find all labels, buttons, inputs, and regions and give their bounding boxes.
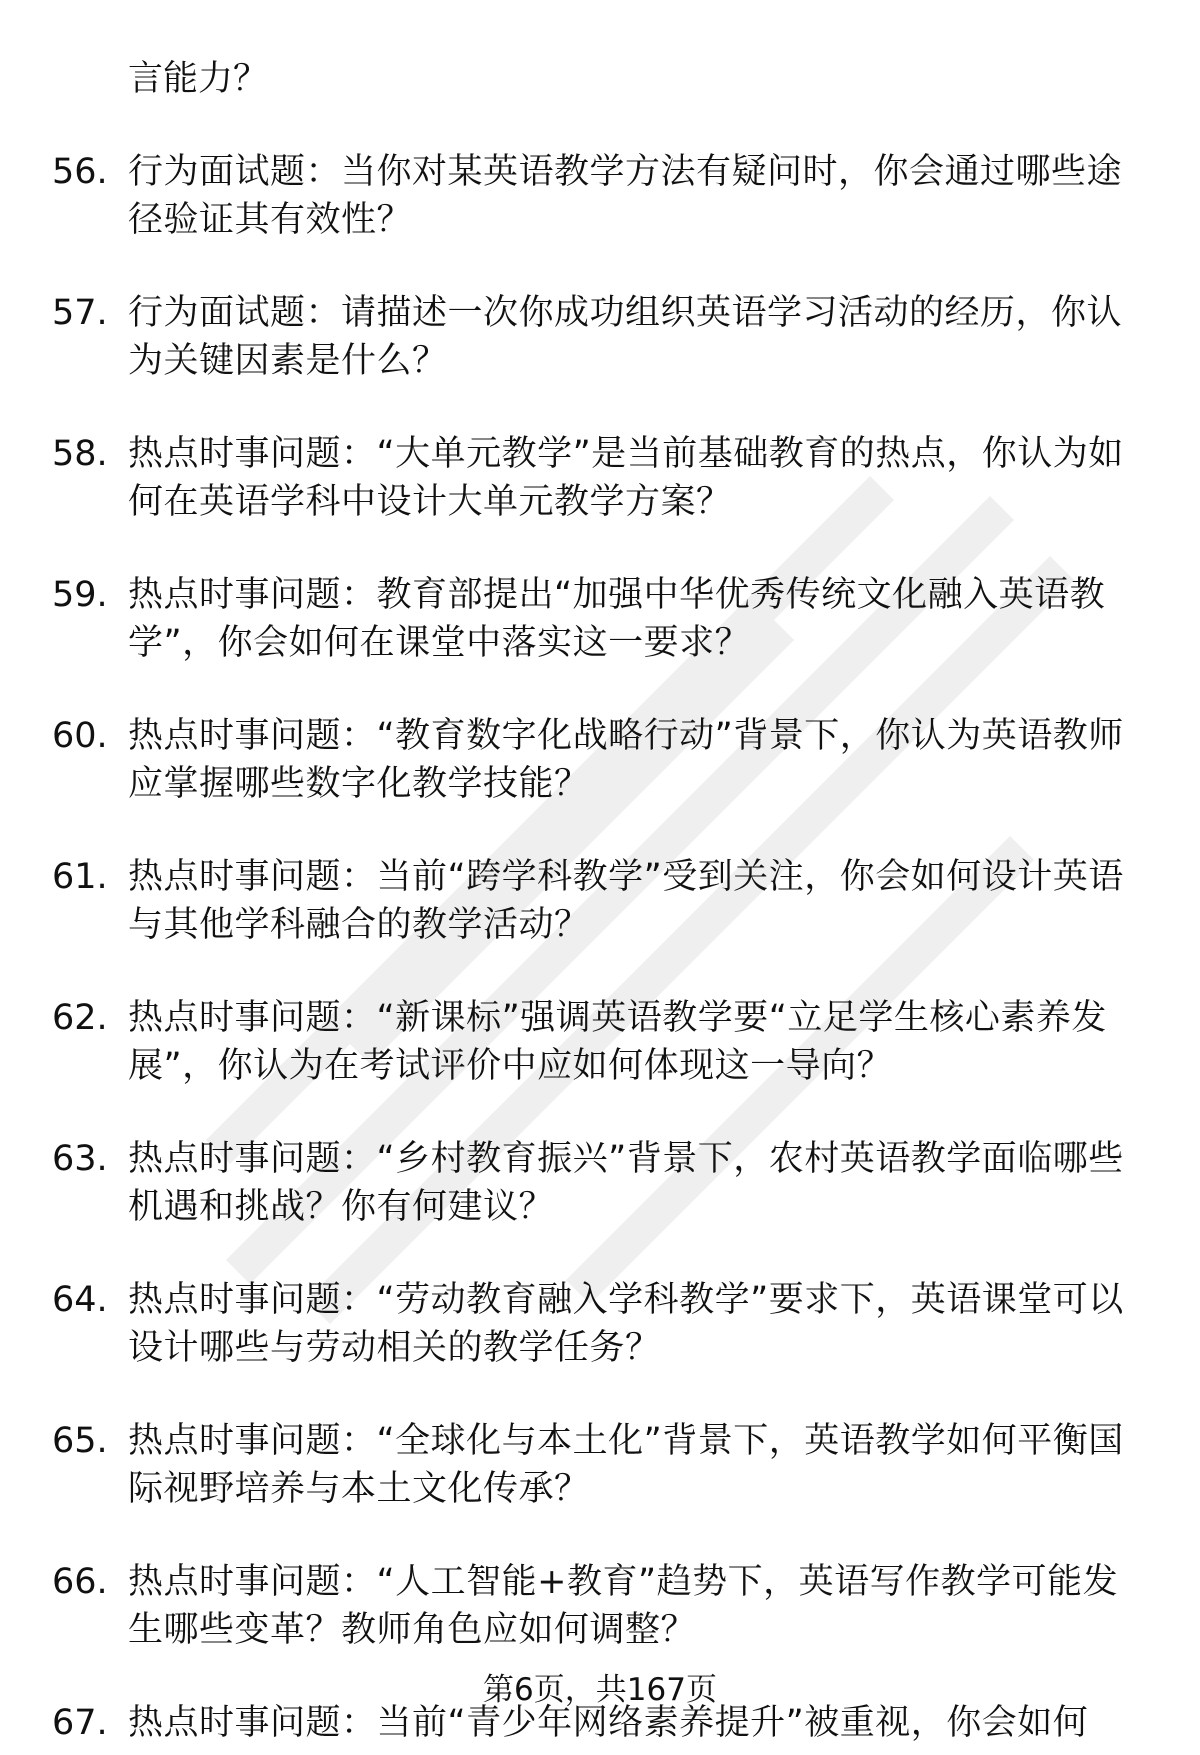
item-text: 热点时事问题：教育部提出“加强中华优秀传统文化融入英语教学”，你会如何在课堂中落实这一要求？: [128, 575, 1106, 663]
item-number: 67.: [52, 1703, 108, 1743]
list-item: [52, 1558, 1142, 1654]
question-list: [52, 55, 1142, 1747]
item-number: 59.: [52, 575, 108, 615]
item-text: 热点时事问题：“乡村教育振兴”背景下，农村英语教学面临哪些机遇和挑战？你有何建议？: [128, 1139, 1124, 1227]
item-number: 63.: [52, 1139, 108, 1179]
item-number: 56.: [52, 152, 108, 192]
item-text: 行为面试题：请描述一次你成功组织英语学习活动的经历，你认为关键因素是什么？: [128, 293, 1123, 381]
list-item: [52, 1417, 1142, 1513]
continued-text: 言能力？: [128, 59, 269, 99]
list-item: [52, 994, 1142, 1090]
list-item: [52, 571, 1142, 667]
page-footer: 第6页，共167页: [483, 1672, 717, 1708]
item-text: 热点时事问题：“大单元教学”是当前基础教育的热点，你认为如何在英语学科中设计大单元教学方案？: [128, 434, 1124, 522]
item-text: 热点时事问题：“新课标”强调英语教学要“立足学生核心素养发展”，你认为在考试评价中应如何体现这一导向？: [128, 998, 1107, 1086]
item-text: 热点时事问题：“教育数字化战略行动”背景下，你认为英语教师应掌握哪些数字化教学技能？: [128, 716, 1124, 804]
item-number: 60.: [52, 716, 108, 756]
item-number: 66.: [52, 1562, 108, 1602]
list-item: [52, 712, 1142, 808]
item-number: 61.: [52, 857, 108, 897]
item-text: 热点时事问题：“全球化与本土化”背景下，英语教学如何平衡国际视野培养与本土文化传承？: [128, 1421, 1124, 1509]
item-text: 热点时事问题：当前“跨学科教学”受到关注，你会如何设计英语与其他学科融合的教学活动？: [128, 857, 1124, 945]
item-number: 64.: [52, 1280, 108, 1320]
list-item: [52, 1276, 1142, 1372]
item-number: 65.: [52, 1421, 108, 1461]
list-item: [52, 430, 1142, 526]
list-item: [52, 853, 1142, 949]
list-item: [52, 1135, 1142, 1231]
item-number: 57.: [52, 293, 108, 333]
list-item: [52, 148, 1142, 244]
item-number: 62.: [52, 998, 108, 1038]
item-text: 热点时事问题：“劳动教育融入学科教学”要求下，英语课堂可以设计哪些与劳动相关的教学任务？: [128, 1280, 1124, 1368]
item-text: 热点时事问题：当前“青少年网络素养提升”被重视，你会如何: [128, 1703, 1089, 1743]
list-item: [52, 289, 1142, 385]
item-text: 行为面试题：当你对某英语教学方法有疑问时，你会通过哪些途径验证其有效性？: [128, 152, 1123, 240]
item-text: 热点时事问题：“人工智能+教育”趋势下，英语写作教学可能发生哪些变革？教师角色应如何调整？: [128, 1562, 1119, 1650]
item-number: 58.: [52, 434, 108, 474]
